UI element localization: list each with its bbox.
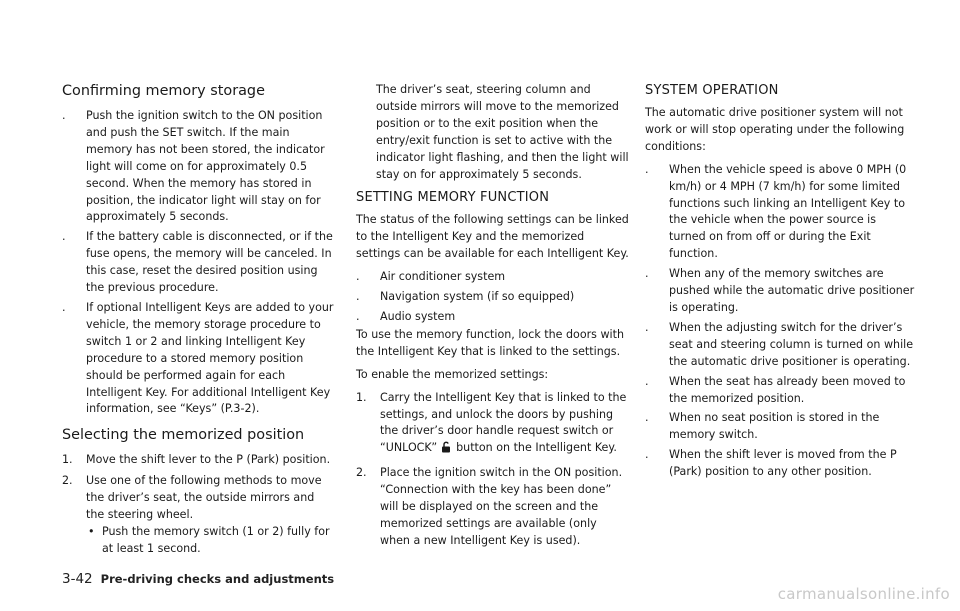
sub-bullet-marker: • bbox=[88, 524, 95, 538]
system-intro-paragraph: The automatic drive positioner system will not work or will stop operating under the following conditions: bbox=[645, 106, 905, 153]
list-item-text: When the seat has already been moved to the memorized position. bbox=[669, 374, 906, 405]
step-text: Move the shift lever to the P (Park) position. bbox=[86, 453, 331, 467]
sub-list-item-text: Push the memory switch (1 or 2) fully for at least 1 second. bbox=[102, 524, 330, 555]
step-text: Carry the Intelligent Key that is linked to the settings, and unlock the doors by pushing the driver’s door handle request switch or “UNLOCK” bbox=[380, 390, 627, 455]
bullet-marker: . bbox=[62, 300, 66, 314]
bullet-marker: . bbox=[645, 320, 649, 334]
bullet-marker: . bbox=[645, 162, 649, 176]
list-item-text: Push the ignition switch to the ON position and push the SET switch. If the main memory has not been stored, the indicator light will come on for approximately 0.5 second. When the memory has stored in position, the indicator light will stay on for approximately 5 seconds. bbox=[86, 109, 325, 224]
bullet-marker: . bbox=[62, 109, 66, 122]
bullet-marker: . bbox=[356, 290, 360, 304]
use-paragraph: To use the memory function, lock the doors with the Intelligent Key that is linked to the settings. bbox=[356, 327, 625, 358]
list-item bbox=[645, 266, 915, 317]
step-item bbox=[356, 390, 630, 460]
list-item bbox=[356, 269, 630, 286]
list-item bbox=[356, 289, 630, 306]
list-item bbox=[645, 447, 915, 481]
list-item-text: If the battery cable is disconnected, or if the fuse opens, the memory will be canceled. In this case, reset the desired position using the previous procedure. bbox=[86, 230, 333, 295]
column-left bbox=[62, 82, 334, 558]
enable-step-list bbox=[356, 390, 630, 550]
step-text: Use one of the following methods to move the driver’s seat, the outside mirrors and the steering wheel. bbox=[86, 474, 322, 522]
bullet-marker: . bbox=[356, 309, 360, 323]
list-item-text: Air conditioner system bbox=[380, 270, 506, 284]
list-item-text: When the shift lever is moved from the P (Park) position to any other position. bbox=[669, 448, 897, 479]
list-item-text: If optional Intelligent Keys are added to your vehicle, the memory storage procedure to switch 1 or 2 and linking Intelligent Key procedure to a stored memory position should be performed again for each Intelligent Key. For additional Intelligent Key information, see “Keys” (P.3-2). bbox=[86, 300, 334, 416]
heading-selecting-memorized-position: Selecting the memorized position bbox=[62, 427, 305, 444]
list-item-text: Navigation system (if so equipped) bbox=[380, 290, 575, 304]
confirm-bullet-list bbox=[62, 108, 334, 418]
list-item bbox=[62, 108, 334, 226]
select-step-list bbox=[62, 452, 334, 524]
bullet-marker: . bbox=[645, 448, 649, 462]
heading-confirming-memory-storage: Confirming memory storage bbox=[62, 83, 265, 99]
step-number: 1. bbox=[356, 390, 367, 404]
list-item bbox=[645, 320, 915, 371]
heading-setting-memory-function: SETTING MEMORY FUNCTION bbox=[356, 190, 550, 206]
list-item-text: Audio system bbox=[380, 309, 456, 323]
step-number: 2. bbox=[62, 474, 73, 488]
list-item bbox=[62, 229, 334, 297]
bullet-marker: . bbox=[645, 374, 649, 388]
step-item bbox=[62, 473, 334, 524]
step-item bbox=[356, 465, 630, 550]
step-number: 2. bbox=[356, 466, 367, 480]
setting-intro-paragraph: The status of the following settings can be linked to the Intelligent Key and the memorized settings can be available for each Intelligent Key. bbox=[356, 213, 629, 261]
bullet-marker: . bbox=[62, 230, 66, 244]
column-right bbox=[645, 82, 915, 484]
list-item-text: When any of the memory switches are pushed while the automatic drive positioner is operating. bbox=[669, 267, 915, 314]
step-item bbox=[62, 452, 334, 469]
list-item bbox=[645, 410, 915, 444]
sub-list-item bbox=[62, 524, 334, 558]
column-middle bbox=[356, 82, 630, 554]
bullet-marker: . bbox=[356, 270, 360, 284]
unlock-icon bbox=[440, 441, 452, 459]
continued-paragraph: The driver’s seat, steering column and outside mirrors will move to the memorized position or to the exit position when the entry/exit function is set to active with the indicator light flashing, and then the light will stay on for approximately 5 seconds. bbox=[376, 83, 629, 181]
sub-bullet-list bbox=[62, 524, 334, 558]
step-text: Place the ignition switch in the ON position. “Connection with the key has been done” will be displayed on the screen and the memorized settings are available (only when a new Intelligent Key is used). bbox=[380, 466, 623, 547]
settings-bullet-list bbox=[356, 269, 630, 326]
bullet-marker: . bbox=[645, 267, 649, 281]
section-title: Pre-driving checks and adjustments bbox=[100, 572, 335, 586]
step-text-continued: button on the Intelligent Key. bbox=[456, 441, 617, 455]
list-item-text: When the vehicle speed is above 0 MPH (0 km/h) or 4 MPH (7 km/h) for some limited functions such linking an Intelligent Key to the vehicle when the power source is turned on from off or during the Exit function. bbox=[669, 162, 907, 261]
list-item bbox=[645, 374, 915, 408]
enable-paragraph: To enable the memorized settings: bbox=[356, 367, 549, 381]
list-item bbox=[62, 300, 334, 418]
system-bullet-list bbox=[645, 162, 915, 481]
list-item-text: When the adjusting switch for the driver’s seat and steering column is turned on while the automatic drive positioner is operating. bbox=[669, 320, 914, 368]
step-number: 1. bbox=[62, 453, 73, 467]
page-number: 3-42 bbox=[62, 571, 93, 587]
bullet-marker: . bbox=[645, 411, 649, 425]
page-footer bbox=[62, 568, 334, 587]
heading-system-operation: SYSTEM OPERATION bbox=[645, 83, 779, 98]
list-item bbox=[645, 162, 915, 263]
watermark: carmanualsonline.info bbox=[777, 585, 950, 603]
list-item bbox=[356, 309, 630, 326]
list-item-text: When no seat position is stored in the memory switch. bbox=[669, 411, 880, 442]
